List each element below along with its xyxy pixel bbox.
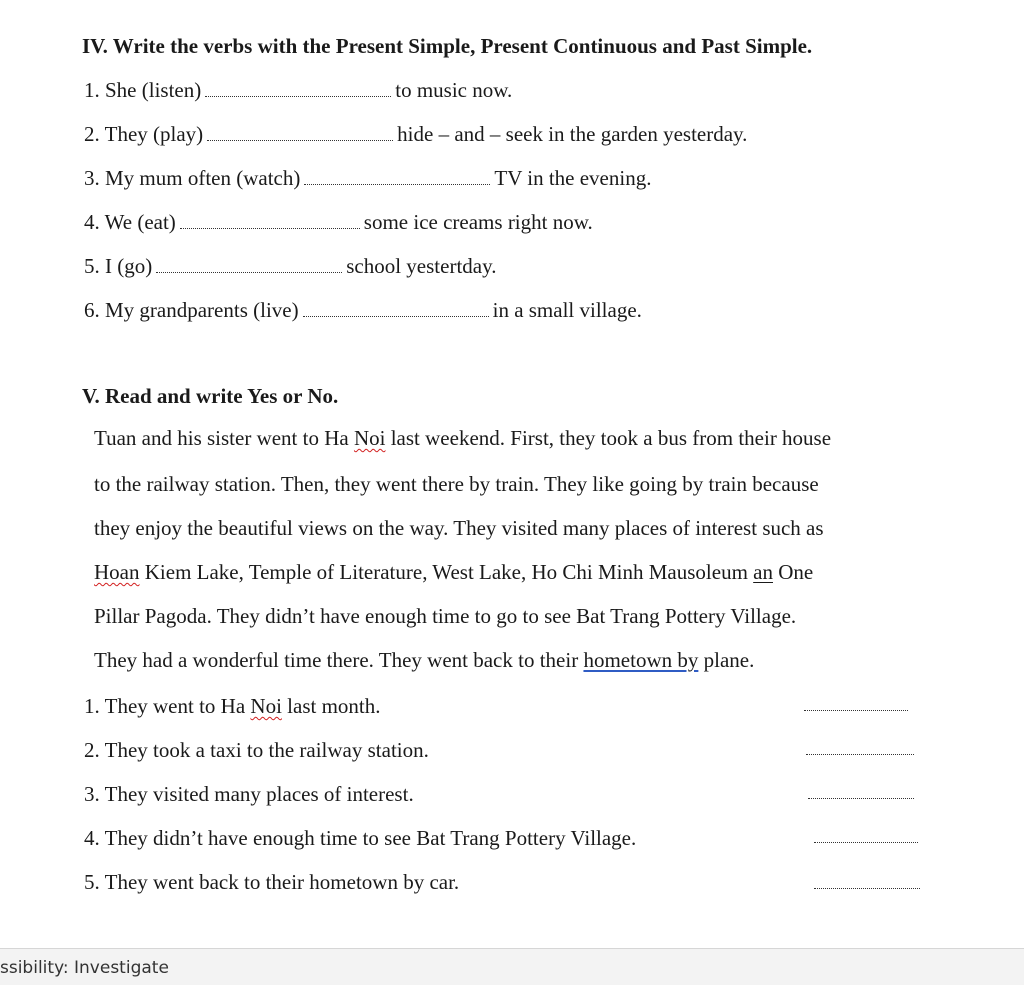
spellcheck-word[interactable]: Noi	[250, 694, 282, 718]
passage-line-1: Tuan and his sister went to Ha Noi last weekend. First, they took a bus from their house	[94, 426, 832, 450]
yes-no-answer-blank[interactable]	[814, 828, 918, 843]
answer-blank[interactable]	[207, 122, 393, 141]
exercise-4-item-1: 1. She (listen) to music now.	[84, 78, 513, 102]
spellcheck-word[interactable]: Hoan	[94, 560, 140, 584]
grammar-flag-phrase[interactable]: hometown by	[583, 648, 699, 672]
accessibility-status[interactable]: ssibility: Investigate	[0, 958, 169, 978]
question-3: 3. They visited many places of interest.	[84, 782, 414, 806]
passage-line-2: to the railway station. Then, they went there by train. They like going by train because	[94, 472, 819, 496]
exercise-4-item-3: 3. My mum often (watch) TV in the evening.	[84, 166, 652, 190]
grammar-flag-word[interactable]: an	[753, 560, 773, 584]
yes-no-answer-blank[interactable]	[806, 740, 914, 755]
question-4: 4. They didn’t have enough time to see Bat Trang Pottery Village.	[84, 826, 637, 850]
answer-blank[interactable]	[156, 254, 342, 273]
yes-no-answer-blank[interactable]	[808, 784, 914, 799]
passage-line-5: Pillar Pagoda. They didn’t have enough time to go to see Bat Trang Pottery Village.	[94, 604, 797, 628]
section-5-heading: V. Read and write Yes or No.	[82, 384, 339, 408]
spellcheck-word[interactable]: Noi	[353, 426, 386, 450]
yes-no-answer-blank[interactable]	[804, 696, 908, 711]
answer-blank[interactable]	[180, 210, 360, 229]
question-2: 2. They took a taxi to the railway station.	[84, 738, 429, 762]
exercise-4-item-5: 5. I (go) school yestertday.	[84, 254, 497, 278]
status-bar	[0, 948, 1024, 985]
answer-blank[interactable]	[303, 298, 489, 317]
answer-blank[interactable]	[205, 78, 391, 97]
question-1: 1. They went to Ha Noi last month.	[84, 694, 381, 718]
yes-no-answer-blank[interactable]	[814, 874, 920, 889]
answer-blank[interactable]	[304, 166, 490, 185]
question-5: 5. They went back to their hometown by car.	[84, 870, 460, 894]
exercise-4-item-6: 6. My grandparents (live) in a small village.	[84, 298, 642, 322]
section-4-heading: IV. Write the verbs with the Present Simple, Present Continuous and Past Simple.	[82, 34, 813, 58]
exercise-4-item-4: 4. We (eat) some ice creams right now.	[84, 210, 593, 234]
exercise-4-item-2: 2. They (play) hide – and – seek in the garden yesterday.	[84, 122, 748, 146]
passage-line-6: They had a wonderful time there. They went back to their hometown by plane.	[94, 648, 755, 672]
passage-line-3: they enjoy the beautiful views on the way. They visited many places of interest such as	[94, 516, 824, 540]
passage-line-4: Hoan Kiem Lake, Temple of Literature, West Lake, Ho Chi Minh Mausoleum an One	[94, 560, 814, 584]
